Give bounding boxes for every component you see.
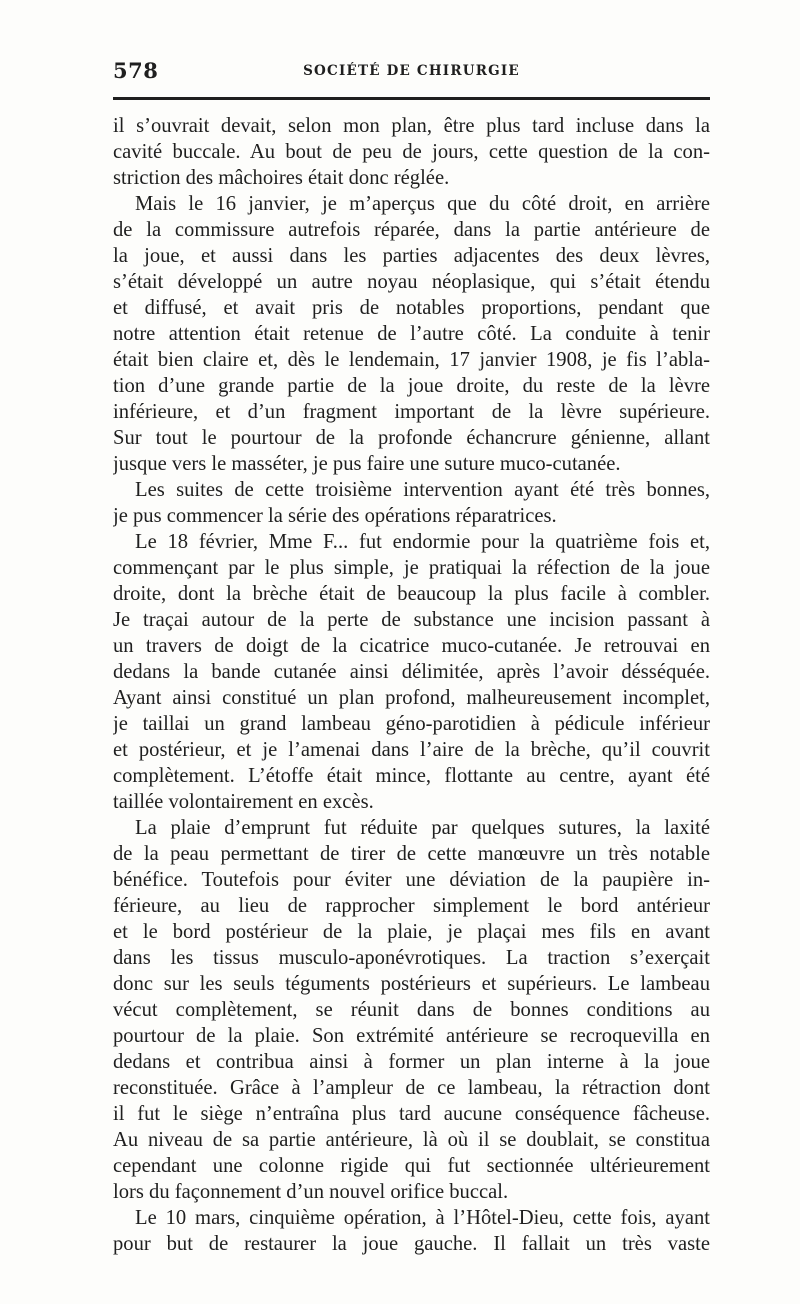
text-line: inférieure, et d’un fragment important de la lèvre supérieure. bbox=[113, 401, 710, 423]
text-line: tion d’une grande partie de la joue droite, du reste de la lèvre bbox=[113, 375, 710, 397]
text-line: complètement. L’étoffe était mince, flottante au centre, ayant été bbox=[113, 765, 710, 787]
text-line: reconstituée. Grâce à l’ampleur de ce lambeau, la rétraction dont bbox=[113, 1077, 710, 1099]
text-line: Mais le 16 janvier, je m’aperçus que du côté droit, en arrière bbox=[135, 193, 710, 215]
page-number: 578 bbox=[113, 58, 159, 83]
text-line: vécut complètement, se réunit dans de bonnes conditions au bbox=[113, 999, 710, 1021]
text-line: il fut le siège n’entraîna plus tard aucune conséquence fâcheuse. bbox=[113, 1103, 710, 1125]
text-line: Sur tout le pourtour de la profonde échancrure génienne, allant bbox=[113, 427, 710, 449]
running-title: SOCIÉTÉ DE CHIRURGIE bbox=[303, 63, 520, 79]
text-line: Ayant ainsi constitué un plan profond, malheureusement incomplet, bbox=[113, 687, 710, 709]
text-line: pour but de restaurer la joue gauche. Il fallait un très vaste bbox=[113, 1233, 710, 1255]
text-line: il s’ouvrait devait, selon mon plan, être plus tard incluse dans la bbox=[113, 115, 710, 137]
text-line: dedans et contribua ainsi à former un plan interne à la joue bbox=[113, 1051, 710, 1073]
text-line: dans les tissus musculo-aponévrotiques. La traction s’exerçait bbox=[113, 947, 710, 969]
text-line: cavité buccale. Au bout de peu de jours, cette question de la con- bbox=[113, 141, 710, 163]
text-line: et postérieur, et je l’amenai dans l’aire de la brèche, qu’il couvrit bbox=[113, 739, 710, 761]
text-line: de la commissure autrefois réparée, dans la partie antérieure de bbox=[113, 219, 710, 241]
text-line: La plaie d’emprunt fut réduite par quelques sutures, la laxité bbox=[135, 817, 710, 839]
text-line: notre attention était retenue de l’autre côté. La conduite à tenir bbox=[113, 323, 710, 345]
text-line: férieure, au lieu de rapprocher simplement le bord antérieur bbox=[113, 895, 710, 917]
text-line: un travers de doigt de la cicatrice muco-cutanée. Je retrouvai en bbox=[113, 635, 710, 657]
text-line: la joue, et aussi dans les parties adjacentes des deux lèvres, bbox=[113, 245, 710, 267]
text-line: Les suites de cette troisième intervention ayant été très bonnes, bbox=[135, 479, 710, 501]
text-line: et le bord postérieur de la plaie, je plaçai mes fils en avant bbox=[113, 921, 710, 943]
text-line: je taillai un grand lambeau géno-parotidien à pédicule inférieur bbox=[113, 713, 710, 735]
text-line: s’était développé un autre noyau néoplasique, qui s’était étendu bbox=[113, 271, 710, 293]
text-line: striction des mâchoires était donc réglée. bbox=[113, 167, 450, 189]
page-header bbox=[113, 54, 710, 90]
text-line: lors du façonnement d’un nouvel orifice buccal. bbox=[113, 1181, 509, 1203]
text-line: Le 18 février, Mme F... fut endormie pour la quatrième fois et, bbox=[135, 531, 710, 553]
text-line: taillée volontairement en excès. bbox=[113, 791, 374, 813]
body-text bbox=[113, 113, 710, 1257]
text-line: de la peau permettant de tirer de cette manœuvre un très notable bbox=[113, 843, 710, 865]
text-line: droite, dont la brèche était de beaucoup la plus facile à combler. bbox=[113, 583, 710, 605]
text-line: commençant par le plus simple, je pratiquai la réfection de la joue bbox=[113, 557, 710, 579]
text-line: Le 10 mars, cinquième opération, à l’Hôtel-Dieu, cette fois, ayant bbox=[135, 1207, 710, 1229]
text-line: Je traçai autour de la perte de substance une incision passant à bbox=[113, 609, 710, 631]
text-line: je pus commencer la série des opérations réparatrices. bbox=[113, 505, 557, 527]
text-line: donc sur les seuls téguments postérieurs et supérieurs. Le lambeau bbox=[113, 973, 710, 995]
text-line: et diffusé, et avait pris de notables proportions, pendant que bbox=[113, 297, 710, 319]
text-line: bénéfice. Toutefois pour éviter une déviation de la paupière in- bbox=[113, 869, 710, 891]
text-line: était bien claire et, dès le lendemain, 17 janvier 1908, je fis l’abla- bbox=[113, 349, 710, 371]
header-rule bbox=[113, 97, 710, 100]
text-line: jusque vers le masséter, je pus faire une suture muco-cutanée. bbox=[113, 453, 621, 475]
text-line: dedans la bande cutanée ainsi délimitée, après l’avoir désséquée. bbox=[113, 661, 710, 683]
text-line: cependant une colonne rigide qui fut sectionnée ultérieurement bbox=[113, 1155, 710, 1177]
text-line: pourtour de la plaie. Son extrémité antérieure se recroquevilla en bbox=[113, 1025, 710, 1047]
text-line: Au niveau de sa partie antérieure, là où il se doublait, se constitua bbox=[113, 1129, 710, 1151]
